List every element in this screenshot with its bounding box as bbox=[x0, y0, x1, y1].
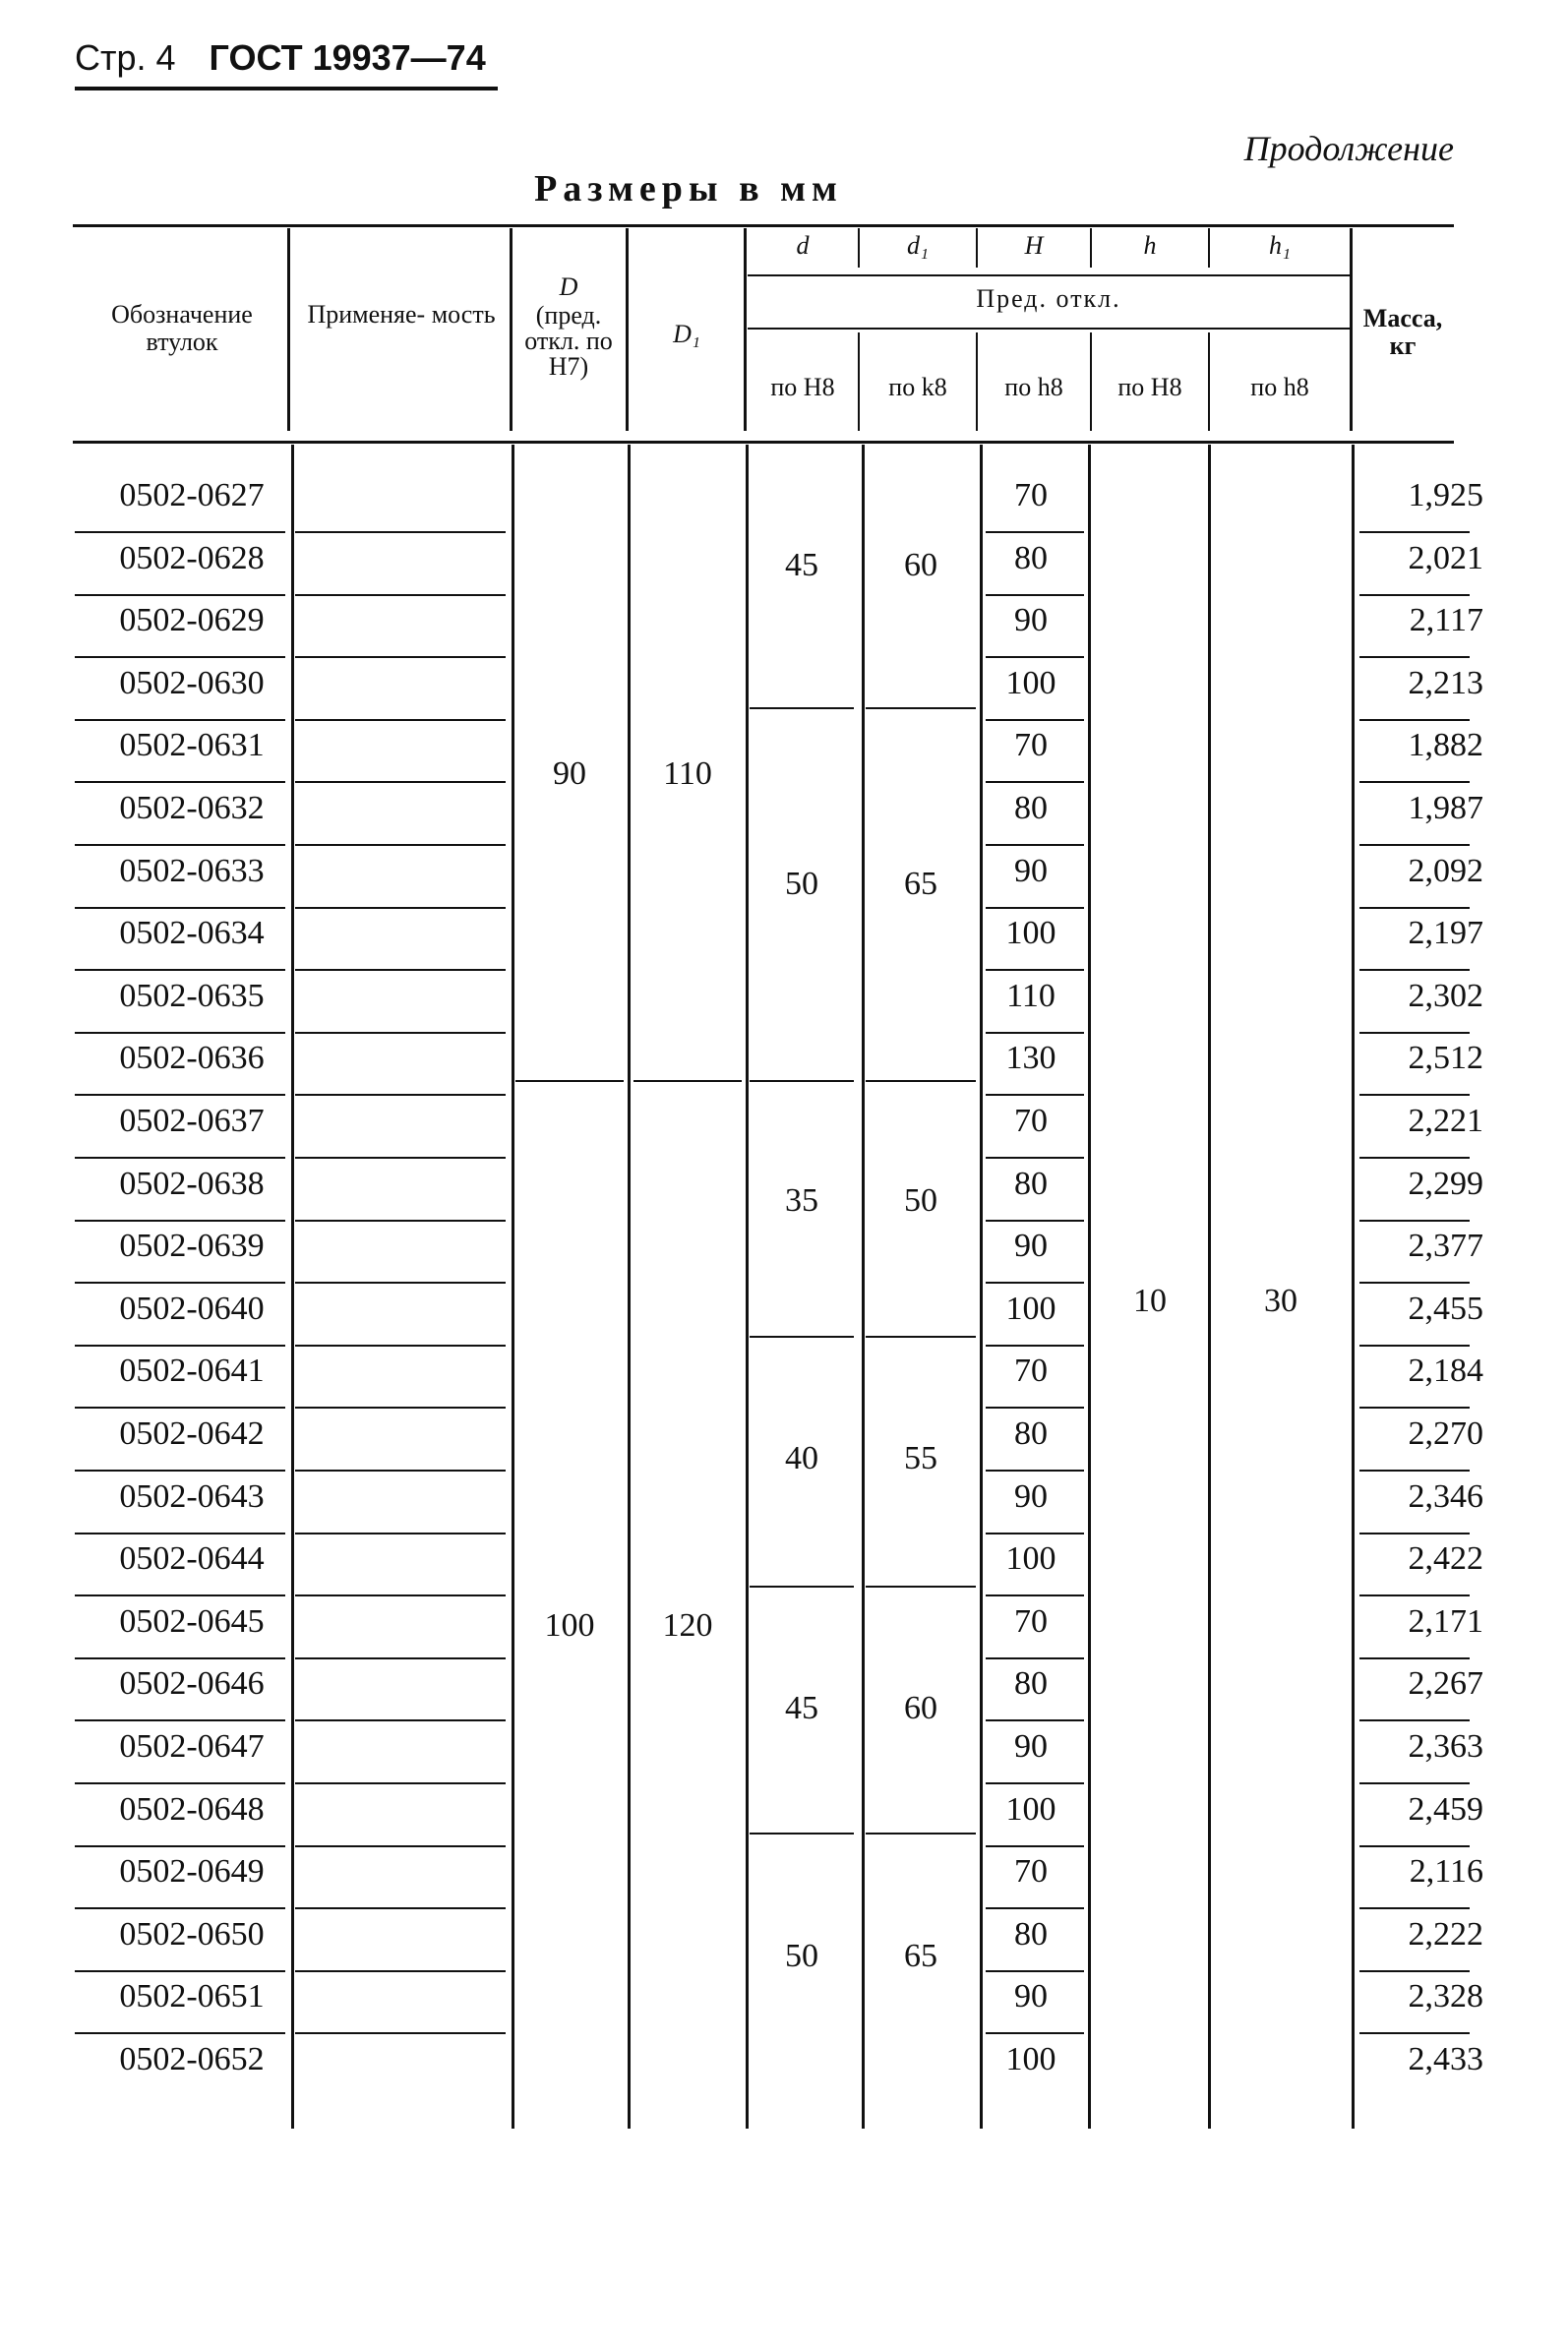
header-H-label: H bbox=[1024, 231, 1044, 260]
H-cell: 80 bbox=[1014, 1916, 1048, 1953]
body-rule-8 bbox=[1208, 445, 1211, 2129]
row-divider bbox=[1359, 781, 1470, 783]
H-cell: 80 bbox=[1014, 790, 1048, 826]
row-divider bbox=[986, 1094, 1084, 1096]
row-divider bbox=[986, 1220, 1084, 1222]
row-divider bbox=[1359, 1594, 1470, 1596]
row-divider bbox=[295, 1719, 506, 1721]
row-divider bbox=[986, 1157, 1084, 1159]
designation-cell: 0502-0651 bbox=[119, 1978, 265, 2015]
h1-value: 30 bbox=[1264, 1283, 1297, 1319]
d1-value-group-6: 65 bbox=[904, 1938, 937, 1974]
dimensions-title: Размеры в мм bbox=[534, 168, 843, 210]
header-tol-d: по H8 bbox=[770, 373, 835, 401]
header-d1-label: d₁ bbox=[906, 231, 930, 260]
designation-cell: 0502-0632 bbox=[119, 790, 265, 826]
body-rule-3 bbox=[628, 445, 631, 2129]
row-divider bbox=[295, 1845, 506, 1847]
row-divider bbox=[295, 1594, 506, 1596]
page-header bbox=[75, 37, 486, 79]
row-divider bbox=[986, 1032, 1084, 1034]
row-divider bbox=[295, 781, 506, 783]
mass-cell: 2,377 bbox=[1408, 1228, 1483, 1264]
designation-cell: 0502-0646 bbox=[119, 1665, 265, 1702]
row-divider bbox=[986, 1845, 1084, 1847]
d1-group-rule-2 bbox=[866, 1080, 976, 1082]
row-divider bbox=[295, 1345, 506, 1347]
designation-cell: 0502-0640 bbox=[119, 1291, 265, 1327]
designation-cell: 0502-0642 bbox=[119, 1415, 265, 1452]
D-value-group-1: 90 bbox=[553, 755, 586, 792]
row-divider bbox=[295, 1282, 506, 1284]
d-value-group-6: 50 bbox=[785, 1938, 818, 1974]
row-divider bbox=[75, 1032, 285, 1034]
d-value-group-4: 40 bbox=[785, 1440, 818, 1476]
d-value-group-1: 45 bbox=[785, 547, 818, 583]
row-divider bbox=[1359, 1533, 1470, 1534]
header-rule bbox=[75, 87, 498, 90]
row-divider bbox=[75, 2032, 285, 2034]
H-cell: 90 bbox=[1014, 1728, 1048, 1765]
row-divider bbox=[295, 1220, 506, 1222]
header-bottom-rule bbox=[73, 441, 1454, 444]
row-divider bbox=[1359, 1157, 1470, 1159]
designation-cell: 0502-0630 bbox=[119, 665, 265, 701]
d-value-group-2: 50 bbox=[785, 866, 818, 902]
row-divider bbox=[986, 1719, 1084, 1721]
d-group-rule-5 bbox=[750, 1833, 854, 1835]
designation-cell: 0502-0636 bbox=[119, 1040, 265, 1076]
row-divider bbox=[295, 1407, 506, 1409]
designation-cell: 0502-0629 bbox=[119, 602, 265, 638]
header-tol-h: по H8 bbox=[1117, 373, 1182, 401]
mass-cell: 2,363 bbox=[1408, 1728, 1483, 1765]
mass-cell: 2,422 bbox=[1408, 1540, 1483, 1577]
h-value: 10 bbox=[1133, 1283, 1167, 1319]
row-divider bbox=[1359, 1845, 1470, 1847]
H-cell: 130 bbox=[1005, 1040, 1056, 1076]
row-divider bbox=[295, 531, 506, 533]
mass-cell: 1,925 bbox=[1408, 477, 1483, 513]
col-rule-9 bbox=[1350, 228, 1353, 431]
row-divider bbox=[1359, 969, 1470, 971]
header-D1 bbox=[630, 321, 744, 348]
page-number: Стр. 4 bbox=[75, 37, 176, 78]
mass-cell: 2,222 bbox=[1408, 1916, 1483, 1953]
mass-cell: 2,328 bbox=[1408, 1978, 1483, 2015]
d-value-group-3: 35 bbox=[785, 1182, 818, 1219]
row-divider bbox=[75, 1407, 285, 1409]
row-divider bbox=[295, 1657, 506, 1659]
designation-cell: 0502-0631 bbox=[119, 727, 265, 763]
D-value-group-2: 100 bbox=[544, 1607, 595, 1644]
body-rule-5 bbox=[862, 445, 865, 2129]
row-divider bbox=[986, 969, 1084, 971]
row-divider bbox=[75, 1845, 285, 1847]
row-divider bbox=[986, 1907, 1084, 1909]
row-divider bbox=[1359, 1282, 1470, 1284]
mass-cell: 1,882 bbox=[1408, 727, 1483, 763]
row-divider bbox=[1359, 1782, 1470, 1784]
H-cell: 100 bbox=[1005, 1540, 1056, 1577]
row-divider bbox=[1359, 719, 1470, 721]
designation-cell: 0502-0628 bbox=[119, 540, 265, 576]
row-divider bbox=[1359, 2032, 1470, 2034]
d1-value-group-5: 60 bbox=[904, 1690, 937, 1726]
row-divider bbox=[986, 1782, 1084, 1784]
row-divider bbox=[1359, 1970, 1470, 1972]
row-divider bbox=[1359, 656, 1470, 658]
d1-value-group-2: 65 bbox=[904, 866, 937, 902]
mass-cell: 2,213 bbox=[1408, 665, 1483, 701]
row-divider bbox=[986, 781, 1084, 783]
row-divider bbox=[75, 844, 285, 846]
d-group-rule-2 bbox=[750, 1080, 854, 1082]
row-divider bbox=[75, 1533, 285, 1534]
mass-cell: 2,092 bbox=[1408, 853, 1483, 889]
row-divider bbox=[295, 656, 506, 658]
H-cell: 100 bbox=[1005, 1291, 1056, 1327]
continuation-label: Продолжение bbox=[1243, 129, 1454, 168]
mass-cell: 2,117 bbox=[1409, 602, 1483, 638]
designation-cell: 0502-0649 bbox=[119, 1853, 265, 1890]
designation-cell: 0502-0652 bbox=[119, 2041, 265, 2077]
row-divider bbox=[75, 1345, 285, 1347]
H-cell: 90 bbox=[1014, 1478, 1048, 1515]
mass-cell: 2,459 bbox=[1408, 1791, 1483, 1828]
row-divider bbox=[986, 907, 1084, 909]
H-cell: 70 bbox=[1014, 1103, 1048, 1139]
mass-cell: 2,270 bbox=[1408, 1415, 1483, 1452]
row-divider bbox=[295, 1970, 506, 1972]
row-divider bbox=[295, 1157, 506, 1159]
row-divider bbox=[75, 1470, 285, 1472]
designation-cell: 0502-0643 bbox=[119, 1478, 265, 1515]
H-cell: 110 bbox=[1006, 978, 1055, 1014]
D1-group-rule bbox=[633, 1080, 742, 1082]
H-cell: 80 bbox=[1014, 1166, 1048, 1202]
row-divider bbox=[75, 1220, 285, 1222]
header-h bbox=[1092, 232, 1208, 260]
designation-cell: 0502-0627 bbox=[119, 477, 265, 513]
D1-value-group-2: 120 bbox=[662, 1607, 713, 1644]
designation-cell: 0502-0635 bbox=[119, 978, 265, 1014]
designation-cell: 0502-0639 bbox=[119, 1228, 265, 1264]
header-mass: Масса, кг bbox=[1362, 304, 1443, 360]
H-cell: 90 bbox=[1014, 1978, 1048, 2015]
designation-cell: 0502-0648 bbox=[119, 1791, 265, 1828]
standard-number: ГОСТ 19937—74 bbox=[209, 37, 486, 78]
designation-cell: 0502-0647 bbox=[119, 1728, 265, 1765]
row-divider bbox=[986, 1470, 1084, 1472]
mass-cell: 2,302 bbox=[1408, 978, 1483, 1014]
d1-value-group-4: 55 bbox=[904, 1440, 937, 1476]
row-divider bbox=[75, 656, 285, 658]
header-H bbox=[978, 232, 1090, 260]
d1-value-group-1: 60 bbox=[904, 547, 937, 583]
row-divider bbox=[1359, 1657, 1470, 1659]
row-divider bbox=[75, 1657, 285, 1659]
H-cell: 100 bbox=[1005, 1791, 1056, 1828]
row-divider bbox=[75, 781, 285, 783]
H-cell: 70 bbox=[1014, 1853, 1048, 1890]
row-divider bbox=[1359, 1907, 1470, 1909]
row-divider bbox=[1359, 594, 1470, 596]
H-cell: 80 bbox=[1014, 1415, 1048, 1452]
row-divider bbox=[986, 1407, 1084, 1409]
row-divider bbox=[1359, 531, 1470, 533]
row-divider bbox=[295, 1782, 506, 1784]
row-divider bbox=[75, 594, 285, 596]
H-cell: 70 bbox=[1014, 477, 1048, 513]
row-divider bbox=[1359, 907, 1470, 909]
col-rule-3 bbox=[626, 228, 629, 431]
designation-cell: 0502-0637 bbox=[119, 1103, 265, 1139]
designation-cell: 0502-0638 bbox=[119, 1166, 265, 1202]
H-cell: 70 bbox=[1014, 727, 1048, 763]
row-divider bbox=[295, 844, 506, 846]
H-cell: 100 bbox=[1005, 665, 1056, 701]
designation-cell: 0502-0634 bbox=[119, 915, 265, 951]
header-designation: Обозначение втулок bbox=[111, 300, 253, 356]
table-top-rule bbox=[73, 224, 1454, 227]
header-d1 bbox=[860, 232, 976, 260]
row-divider bbox=[295, 1094, 506, 1096]
mass-cell: 2,021 bbox=[1408, 540, 1483, 576]
mass-cell: 2,184 bbox=[1408, 1353, 1483, 1389]
row-divider bbox=[75, 969, 285, 971]
H-cell: 100 bbox=[1005, 915, 1056, 951]
row-divider bbox=[75, 1907, 285, 1909]
D-group-rule bbox=[515, 1080, 624, 1082]
row-divider bbox=[1359, 1345, 1470, 1347]
d1-group-rule-3 bbox=[866, 1336, 976, 1338]
mass-cell: 2,455 bbox=[1408, 1291, 1483, 1327]
row-divider bbox=[1359, 1032, 1470, 1034]
body-rule-1 bbox=[291, 445, 294, 2129]
row-divider bbox=[75, 1782, 285, 1784]
header-d-label: d bbox=[796, 231, 810, 260]
row-divider bbox=[986, 1282, 1084, 1284]
H-cell: 90 bbox=[1014, 1228, 1048, 1264]
d-group-rule-3 bbox=[750, 1336, 854, 1338]
row-divider bbox=[986, 1657, 1084, 1659]
row-divider bbox=[986, 656, 1084, 658]
row-divider bbox=[295, 2032, 506, 2034]
row-divider bbox=[75, 1157, 285, 1159]
body-rule-7 bbox=[1088, 445, 1091, 2129]
row-divider bbox=[75, 1094, 285, 1096]
col-rule-4 bbox=[744, 228, 747, 431]
header-tol-d1: по k8 bbox=[888, 373, 947, 401]
H-cell: 80 bbox=[1014, 1665, 1048, 1702]
row-divider bbox=[986, 1533, 1084, 1534]
subheader-rule-1 bbox=[748, 274, 1350, 276]
body-rule-6 bbox=[980, 445, 983, 2129]
col-rule-1 bbox=[287, 228, 290, 431]
row-divider bbox=[75, 907, 285, 909]
row-divider bbox=[986, 1594, 1084, 1596]
d-group-rule-4 bbox=[750, 1586, 854, 1588]
row-divider bbox=[1359, 1470, 1470, 1472]
d1-value-group-3: 50 bbox=[904, 1182, 937, 1219]
mass-cell: 2,512 bbox=[1408, 1040, 1483, 1076]
designation-cell: 0502-0645 bbox=[119, 1603, 265, 1640]
row-divider bbox=[1359, 1220, 1470, 1222]
row-divider bbox=[75, 1594, 285, 1596]
header-tol-h1: по h8 bbox=[1250, 373, 1309, 401]
H-cell: 90 bbox=[1014, 602, 1048, 638]
subheader-rule-2 bbox=[748, 328, 1350, 330]
row-divider bbox=[1359, 1407, 1470, 1409]
body-rule-4 bbox=[746, 445, 749, 2129]
mass-cell: 2,346 bbox=[1408, 1478, 1483, 1515]
D1-value-group-1: 110 bbox=[663, 755, 712, 792]
mass-cell: 2,197 bbox=[1408, 915, 1483, 951]
row-divider bbox=[1359, 844, 1470, 846]
d1-group-rule-4 bbox=[866, 1586, 976, 1588]
body-rule-9 bbox=[1352, 445, 1355, 2129]
row-divider bbox=[75, 1282, 285, 1284]
row-divider bbox=[1359, 1719, 1470, 1721]
mass-cell: 2,116 bbox=[1409, 1853, 1483, 1890]
row-divider bbox=[986, 844, 1084, 846]
H-cell: 90 bbox=[1014, 853, 1048, 889]
row-divider bbox=[295, 719, 506, 721]
header-D1-label: D₁ bbox=[673, 320, 700, 348]
designation-cell: 0502-0644 bbox=[119, 1540, 265, 1577]
header-D bbox=[512, 273, 626, 301]
row-divider bbox=[986, 2032, 1084, 2034]
mass-cell: 2,171 bbox=[1408, 1603, 1483, 1640]
header-tol-H: по h8 bbox=[1004, 373, 1063, 401]
row-divider bbox=[986, 1970, 1084, 1972]
header-h1-label: h₁ bbox=[1268, 231, 1292, 260]
header-d bbox=[748, 232, 858, 260]
row-divider bbox=[75, 531, 285, 533]
header-h-label: h bbox=[1143, 231, 1157, 260]
mass-cell: 2,433 bbox=[1408, 2041, 1483, 2077]
row-divider bbox=[295, 594, 506, 596]
row-divider bbox=[295, 1533, 506, 1534]
body-rule-2 bbox=[512, 445, 514, 2129]
header-deviations: Пред. откл. bbox=[976, 284, 1121, 313]
row-divider bbox=[1359, 1094, 1470, 1096]
H-cell: 70 bbox=[1014, 1353, 1048, 1389]
row-divider bbox=[75, 1719, 285, 1721]
row-divider bbox=[75, 1970, 285, 1972]
row-divider bbox=[295, 1470, 506, 1472]
row-divider bbox=[295, 1032, 506, 1034]
row-divider bbox=[295, 1907, 506, 1909]
H-cell: 70 bbox=[1014, 1603, 1048, 1640]
designation-cell: 0502-0650 bbox=[119, 1916, 265, 1953]
header-D-symbol: D bbox=[559, 272, 578, 301]
row-divider bbox=[986, 531, 1084, 533]
header-h1 bbox=[1210, 232, 1350, 260]
mass-cell: 2,299 bbox=[1408, 1166, 1483, 1202]
row-divider bbox=[986, 719, 1084, 721]
row-divider bbox=[295, 969, 506, 971]
d-value-group-5: 45 bbox=[785, 1690, 818, 1726]
designation-cell: 0502-0641 bbox=[119, 1353, 265, 1389]
designation-cell: 0502-0633 bbox=[119, 853, 265, 889]
header-D-note: (пред. откл. по H7) bbox=[524, 301, 613, 381]
row-divider bbox=[986, 1345, 1084, 1347]
d1-group-rule-5 bbox=[866, 1833, 976, 1835]
H-cell: 100 bbox=[1005, 2041, 1056, 2077]
header-applicability: Применяе- мость bbox=[307, 300, 496, 329]
mass-cell: 2,267 bbox=[1408, 1665, 1483, 1702]
row-divider bbox=[986, 594, 1084, 596]
row-divider bbox=[75, 719, 285, 721]
mass-cell: 1,987 bbox=[1408, 790, 1483, 826]
mass-cell: 2,221 bbox=[1408, 1103, 1483, 1139]
d-group-rule-1 bbox=[750, 707, 854, 709]
d1-group-rule-1 bbox=[866, 707, 976, 709]
row-divider bbox=[295, 907, 506, 909]
H-cell: 80 bbox=[1014, 540, 1048, 576]
